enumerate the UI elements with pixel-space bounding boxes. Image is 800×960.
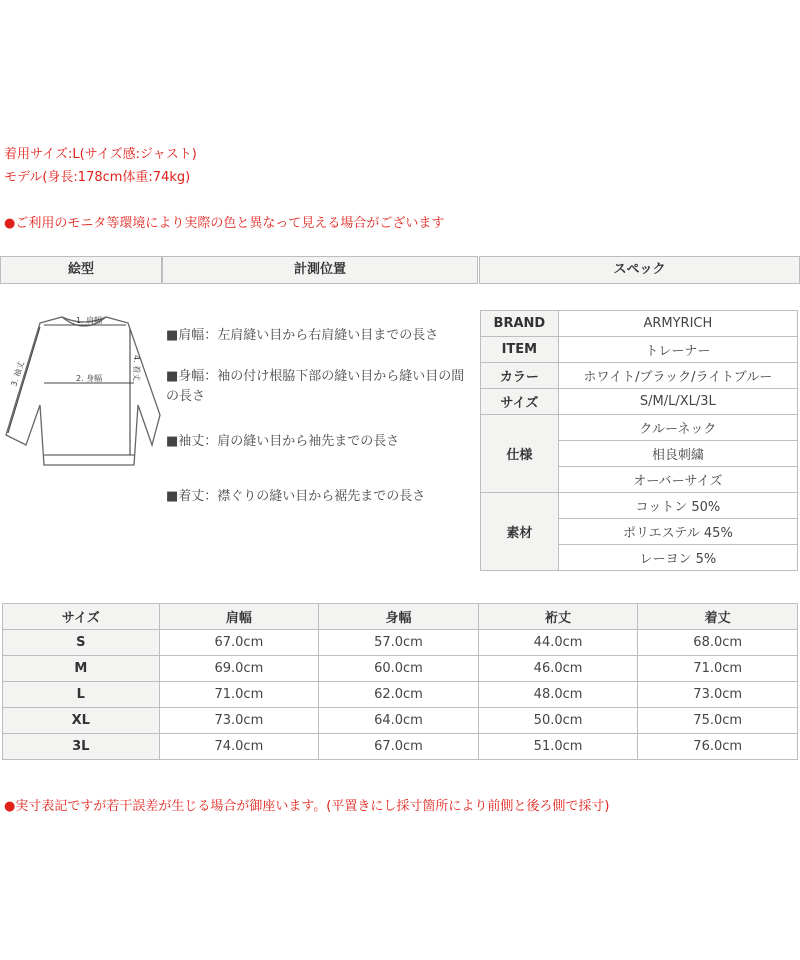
monitor-color-note: ●ご利用のモニタ等環境により実際の色と異なって見える場合がございます — [4, 216, 445, 231]
measure-shoulder: ■肩幅：左肩縫い目から右肩縫い目までの長さ — [166, 328, 439, 343]
size-cell: 48.0cm — [478, 682, 638, 708]
spec-value: 相良刺繍 — [558, 441, 797, 467]
size-cell: 62.0cm — [319, 682, 479, 708]
header-measure-position: 計測位置 — [162, 256, 478, 284]
spec-row-material — [481, 493, 798, 519]
table-row — [3, 630, 798, 656]
size-cell: 44.0cm — [478, 630, 638, 656]
size-cell: 73.0cm — [638, 682, 798, 708]
spec-value: ポリエステル 45% — [558, 519, 797, 545]
sleeve-label: 3. 袖丈 — [9, 359, 26, 388]
spec-row-item — [481, 337, 798, 363]
table-row — [3, 708, 798, 734]
table-row — [3, 656, 798, 682]
spec-value: レーヨン 5% — [558, 545, 797, 571]
size-cell: 73.0cm — [159, 708, 319, 734]
spec-key: 素材 — [481, 493, 559, 571]
size-table — [2, 603, 798, 760]
spec-value: コットン 50% — [558, 493, 797, 519]
size-cell: 71.0cm — [638, 656, 798, 682]
size-col-header: 身幅 — [319, 604, 479, 630]
shoulder-label: 1. 肩幅 — [76, 316, 103, 325]
model-body-note: モデル(身長:178cm体重:74kg) — [4, 170, 191, 185]
shirt-outline — [6, 317, 160, 465]
size-label: 3L — [3, 734, 160, 760]
chest-label: 2. 身幅 — [76, 374, 103, 383]
model-size-note: 着用サイズ:L(サイズ感:ジャスト) — [4, 147, 197, 162]
size-label: XL — [3, 708, 160, 734]
spec-value: ARMYRICH — [558, 311, 797, 337]
size-cell: 69.0cm — [159, 656, 319, 682]
spec-key: ITEM — [481, 337, 559, 363]
size-label: S — [3, 630, 160, 656]
size-col-header: 裄丈 — [478, 604, 638, 630]
spec-row-brand — [481, 311, 798, 337]
spec-row-size — [481, 389, 798, 415]
size-cell: 68.0cm — [638, 630, 798, 656]
size-cell: 46.0cm — [478, 656, 638, 682]
spec-value: S/M/L/XL/3L — [558, 389, 797, 415]
spec-key: 仕様 — [481, 415, 559, 493]
size-cell: 57.0cm — [319, 630, 479, 656]
size-col-header: 肩幅 — [159, 604, 319, 630]
section-header — [0, 256, 800, 284]
spec-value: クルーネック — [558, 415, 797, 441]
spec-value: オーバーサイズ — [558, 467, 797, 493]
size-cell: 76.0cm — [638, 734, 798, 760]
spec-table — [480, 310, 798, 571]
spec-value: トレーナー — [558, 337, 797, 363]
size-cell: 75.0cm — [638, 708, 798, 734]
size-col-header: 着丈 — [638, 604, 798, 630]
size-cell: 60.0cm — [319, 656, 479, 682]
size-cell: 71.0cm — [159, 682, 319, 708]
size-cell: 51.0cm — [478, 734, 638, 760]
table-row — [3, 682, 798, 708]
size-label: M — [3, 656, 160, 682]
length-label: 4. 着丈 — [132, 355, 141, 382]
spec-row-color — [481, 363, 798, 389]
measure-length: ■着丈：襟ぐりの縫い目から裾先までの長さ — [166, 489, 426, 504]
table-row — [3, 734, 798, 760]
measure-chest: ■身幅：袖の付け根脇下部の縫い目から縫い目の間の長さ — [166, 369, 465, 404]
size-cell: 74.0cm — [159, 734, 319, 760]
spec-key: サイズ — [481, 389, 559, 415]
spec-value: ホワイト/ブラック/ライトブルー — [558, 363, 797, 389]
spec-key: BRAND — [481, 311, 559, 337]
spec-key: カラー — [481, 363, 559, 389]
size-cell: 64.0cm — [319, 708, 479, 734]
measure-sleeve: ■袖丈：肩の縫い目から袖先までの長さ — [166, 434, 400, 449]
size-table-header — [3, 604, 798, 630]
spec-row-detail — [481, 415, 798, 441]
size-cell: 50.0cm — [478, 708, 638, 734]
size-col-header: サイズ — [3, 604, 160, 630]
header-spec: スペック — [479, 256, 800, 284]
size-cell: 67.0cm — [319, 734, 479, 760]
size-label: L — [3, 682, 160, 708]
size-cell: 67.0cm — [159, 630, 319, 656]
header-illustration: 絵型 — [0, 256, 162, 284]
sweatshirt-diagram — [0, 305, 168, 475]
measurement-error-note: ●実寸表記ですが若干誤差が生じる場合が御座います。(平置きにし採寸箇所により前側と後ろ側で採寸) — [4, 799, 610, 814]
